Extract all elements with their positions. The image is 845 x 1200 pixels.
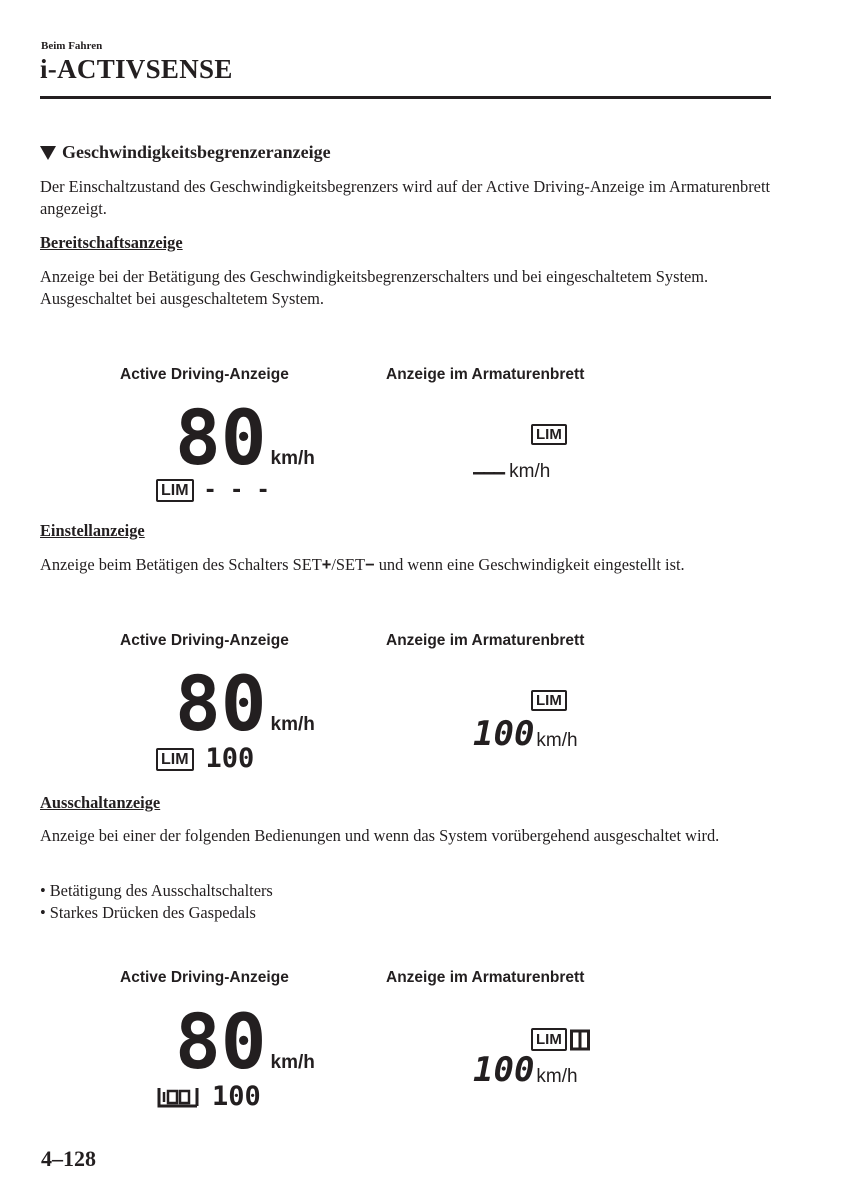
hud-speed: 80 [175, 393, 267, 482]
setting-text-c: und wenn eine Geschwindigkeit eingestellt ist. [374, 555, 685, 574]
figure2-hud [175, 659, 315, 748]
off-heading: Ausschaltanzeige [40, 793, 161, 812]
standby-text-line2: Ausgeschaltet bei ausgeschaltetem System. [40, 289, 325, 308]
figure3-label-right: Anzeige im Armaturenbrett [386, 969, 585, 986]
cluster-dashes: ——— [473, 460, 504, 484]
section-heading [40, 142, 331, 163]
setting-heading: Einstellanzeige [40, 521, 145, 540]
cluster-set-speed: 100 [473, 1050, 535, 1090]
lim-icon: LIM [156, 479, 194, 502]
cluster-unit: km/h [536, 1066, 578, 1087]
hud-speed: 80 [175, 659, 267, 748]
triangle-down-icon [40, 146, 56, 160]
title-divider [40, 96, 771, 99]
figure2-hud-limit-row [156, 744, 254, 774]
hud-unit: km/h [270, 1052, 315, 1073]
figure2-cluster-row [473, 716, 578, 752]
off-bullet-list [40, 880, 273, 924]
plus-symbol: + [321, 556, 332, 574]
cluster-lim-icon: LIM [531, 424, 567, 445]
figure2-label-right: Anzeige im Armaturenbrett [386, 632, 585, 649]
hud-dashes: - - - [203, 478, 270, 503]
figure1-cluster-row [473, 460, 550, 484]
figure1-hud-limit-row [156, 478, 270, 503]
hud-unit: km/h [270, 448, 315, 469]
page-number: 4–128 [41, 1146, 96, 1171]
figure1-label-right: Anzeige im Armaturenbrett [386, 366, 585, 383]
setting-text-b: /SET [331, 555, 366, 574]
hud-set-speed: 100 [212, 1081, 261, 1112]
figure3-label-left: Active Driving-Anzeige [120, 969, 289, 986]
list-item: • Starkes Drücken des Gaspedals [40, 902, 273, 924]
list-item: • Betätigung des Ausschaltschalters [40, 880, 273, 902]
standby-text [40, 266, 780, 310]
limiter-off-icon [156, 1086, 200, 1108]
figure3-hud [175, 997, 315, 1086]
setting-text [40, 554, 780, 576]
figure3-cluster-row [473, 1052, 578, 1088]
figure3-cluster-lim [531, 1028, 590, 1051]
standby-text-line1: Anzeige bei der Betätigung des Geschwindigkeitsbegrenzerschalters und bei eingeschaltetem System. [40, 267, 709, 286]
page-title: i-ACTIVSENSE [40, 54, 233, 84]
figure1-hud [175, 393, 315, 482]
figure1-cluster-lim [531, 425, 567, 444]
cluster-unit: km/h [536, 730, 578, 751]
standby-heading: Bereitschaftsanzeige [40, 233, 183, 252]
lim-icon: LIM [156, 748, 194, 771]
cluster-lim-icon: LIM [531, 690, 567, 711]
cluster-off-icon [570, 1029, 590, 1051]
figure2-cluster-lim [531, 691, 567, 710]
hud-set-speed: 100 [205, 743, 255, 774]
intro-paragraph: Der Einschaltzustand des Geschwindigkeitsbegrenzers wird auf der Active Driving-Anzeige im Armaturenbrett angezeigt. [40, 177, 771, 218]
figure2-label-left: Active Driving-Anzeige [120, 632, 289, 649]
cluster-unit: km/h [509, 461, 551, 482]
section-kicker: Beim Fahren [41, 40, 103, 52]
hud-unit: km/h [270, 714, 315, 735]
cluster-set-speed: 100 [473, 714, 535, 754]
cluster-lim-icon: LIM [531, 1028, 567, 1051]
off-text: Anzeige bei einer der folgenden Bedienungen und wenn das System vorübergehend ausgeschaltet wird. [40, 826, 720, 845]
section-heading-text: Geschwindigkeitsbegrenzeranzeige [62, 142, 331, 162]
hud-speed: 80 [175, 997, 267, 1086]
figure1-label-left: Active Driving-Anzeige [120, 366, 289, 383]
figure3-hud-limit-row [156, 1082, 261, 1112]
setting-text-a: Anzeige beim Betätigen des Schalters SET [40, 555, 322, 574]
minus-symbol: − [365, 556, 375, 574]
